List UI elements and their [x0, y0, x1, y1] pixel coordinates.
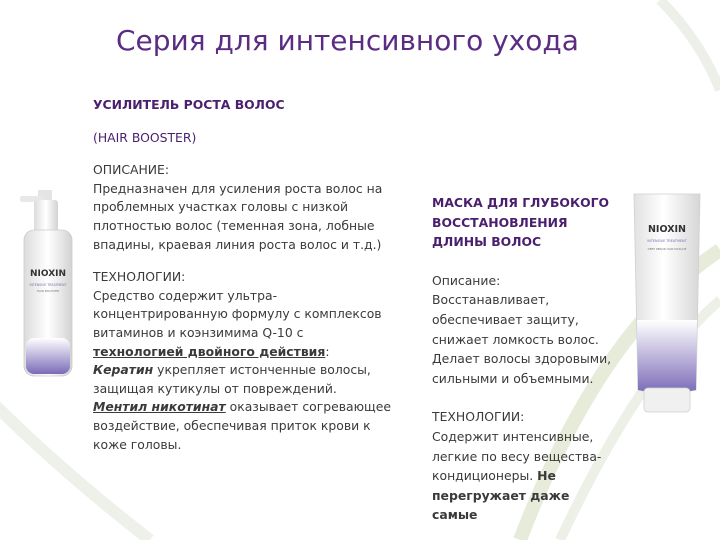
bottle-line-text: INTENSIVE TREATMENT — [29, 283, 67, 287]
tube-brand-text: NIOXIN — [647, 224, 687, 235]
tube-product-text: DEEP REPAIR HAIR MASQUE — [647, 247, 687, 251]
hair-booster-section — [93, 96, 393, 454]
tech-text-7: оказывает согревающее воздействие, обеспечивая приток крови к коже головы. — [93, 399, 391, 452]
hair-mask-description: Восстанавливает, обеспечивает защиту, снижает ломкость волос. Делает волосы здоровыми, сильными и объемными. — [432, 292, 612, 386]
hair-booster-description-label: ОПИСАНИЕ: — [93, 162, 170, 178]
tube-line-text: INTENSIVE TREATMENT — [647, 239, 687, 243]
hair-mask-tube-image — [630, 190, 704, 415]
hair-booster-description: Предназначен для усиления роста волос на проблемных участках головы с низкой плотностью волос (теменная зона, лобные впадины, краевая линия роста волос и т.д.) — [93, 180, 383, 252]
mask-tech-text-1: Содержит интенсивные, легкие по весу вещества-кондиционеры. — [432, 428, 602, 484]
bottle-product-text: HAIR BOOSTER — [36, 289, 60, 293]
bottle-brand-text: NIOXIN — [29, 269, 67, 279]
tech-text-3: : — [325, 343, 330, 359]
hair-booster-tech-label: ТЕХНОЛОГИИ: — [93, 269, 186, 285]
hair-booster-tech-text — [93, 287, 393, 454]
hair-mask-description-label: Описание: — [432, 272, 501, 288]
hair-booster-subheading: (HAIR BOOSTER) — [93, 129, 197, 145]
hair-mask-section — [432, 193, 612, 525]
tech-text-5: укрепляет истонченные волосы, защищая кутикулы от повреждений. — [93, 362, 371, 396]
tech-dual-action: технологией двойного действия — [93, 343, 326, 359]
hair-mask-heading: МАСКА ДЛЯ ГЛУБОКОГО ВОССТАНОВЛЕНИЯ ДЛИНЫ ВОЛОС — [432, 195, 610, 250]
hair-booster-bottle-image — [14, 188, 86, 378]
mask-tech-text-2: Не перегружает даже самые — [432, 468, 570, 523]
hair-mask-tech-text — [432, 427, 612, 525]
hair-mask-tech-label: ТЕХНОЛОГИИ: — [432, 409, 525, 425]
tech-keratin: Кератин — [93, 362, 154, 378]
page-title: Серия для интенсивного ухода — [116, 24, 579, 57]
hair-booster-heading: УСИЛИТЕЛЬ РОСТА ВОЛОС — [93, 97, 285, 112]
tech-menthyl-nicotinate: Ментил никотинат — [93, 399, 226, 415]
tech-text-1: Средство содержит ультра-концентрированную формулу с комплексов витаминов и коэнзимима Q-10 с — [93, 287, 382, 340]
